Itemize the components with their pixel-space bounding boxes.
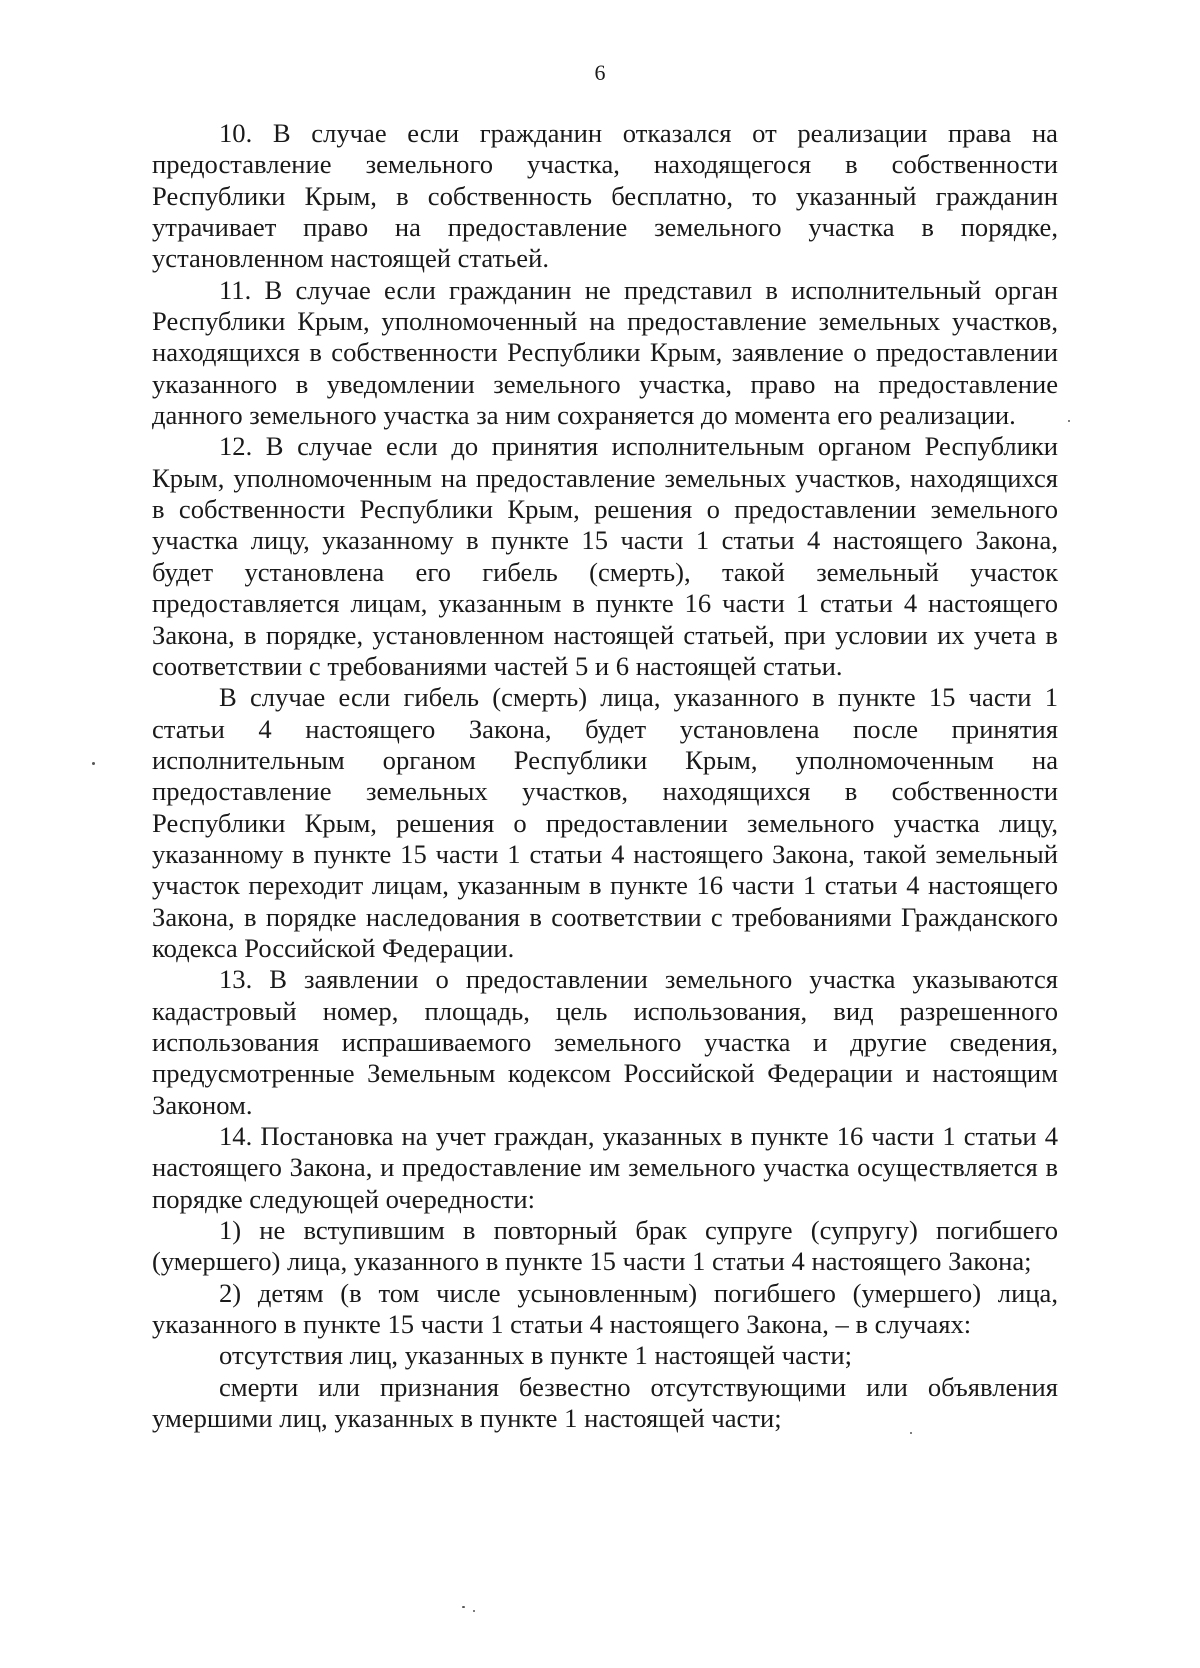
scan-speck bbox=[92, 762, 95, 765]
scan-speck bbox=[1068, 420, 1070, 422]
scan-speck bbox=[473, 1610, 475, 1612]
paragraph-12: 12. В случае если до принятия исполнительным органом Республики Крым, уполномоченным на предоставление земельных участков, находящихся в собственности Республики Крым, решения о предоставлении земельного участка лицу, указанному в пункте 15 части 1 статьи 4 настоящего Закона, будет установлена его гибель (смерть), такой земельный участок предоставляется лицам, указанным в пункте 16 части 1 статьи 4 настоящего Закона, в порядке, установленном настоящей статьей, при условии их учета в соответствии с требованиями частей 5 и 6 настоящей статьи. bbox=[152, 431, 1058, 681]
scan-speck bbox=[462, 1606, 465, 1608]
list-subitem-1: отсутствия лиц, указанных в пункте 1 настоящей части; bbox=[219, 1340, 852, 1371]
paragraph-10: 10. В случае если гражданин отказался от реализации права на предоставление земельного участка, находящегося в собственности Республики Крым, в собственность бесплатно, то указанный гражданин утрачивает право на предоставление земельного участка в порядке, установленном настоящей статьей. bbox=[152, 118, 1058, 274]
list-item-1: 1) не вступившим в повторный брак супруге (супругу) погибшего (умершего) лица, указанного в пункте 15 части 1 статьи 4 настоящего Закона; bbox=[152, 1215, 1058, 1277]
page-number: 6 bbox=[594, 60, 606, 85]
paragraph-12-continued: В случае если гибель (смерть) лица, указанного в пункте 15 части 1 статьи 4 настоящего Закона, будет установлена после принятия исполнительным органом Республики Крым, уполномоченным на предоставление земельных участков, находящихся в собственности Республики Крым, решения о предоставлении земельного участка лицу, указанному в пункте 15 части 1 статьи 4 настоящего Закона, такой земельный участок переходит лицам, указанным в пункте 16 части 1 статьи 4 настоящего Закона, в порядке наследования в соответствии с требованиями Гражданского кодекса Российской Федерации. bbox=[152, 682, 1058, 963]
paragraph-11: 11. В случае если гражданин не представил в исполнительный орган Республики Крым, уполномоченный на предоставление земельных участков, находящихся в собственности Республики Крым, заявление о предоставлении указанного в уведомлении земельного участка, право на предоставление данного земельного участка за ним сохраняется до момента его реализации. bbox=[152, 274, 1058, 431]
document-body bbox=[152, 118, 1058, 1434]
scan-speck bbox=[910, 1432, 912, 1434]
list-subitem-2: смерти или признания безвестно отсутствующими или объявления умершими лиц, указанных в пункте 1 настоящей части; bbox=[152, 1371, 1058, 1434]
list-item-2: 2) детям (в том числе усыновленным) погибшего (умершего) лица, указанного в пункте 15 части 1 статьи 4 настоящего Закона, – в случаях: bbox=[152, 1277, 1058, 1340]
paragraph-13: 13. В заявлении о предоставлении земельного участка указываются кадастровый номер, площадь, цель использования, вид разрешенного использования испрашиваемого земельного участка и другие сведения, предусмотренные Земельным кодексом Российской Федерации и настоящим Законом. bbox=[152, 964, 1058, 1120]
paragraph-14: 14. Постановка на учет граждан, указанных в пункте 16 части 1 статьи 4 настоящего Закона, и предоставление им земельного участка осуществляется в порядке следующей очередности: bbox=[152, 1121, 1058, 1214]
